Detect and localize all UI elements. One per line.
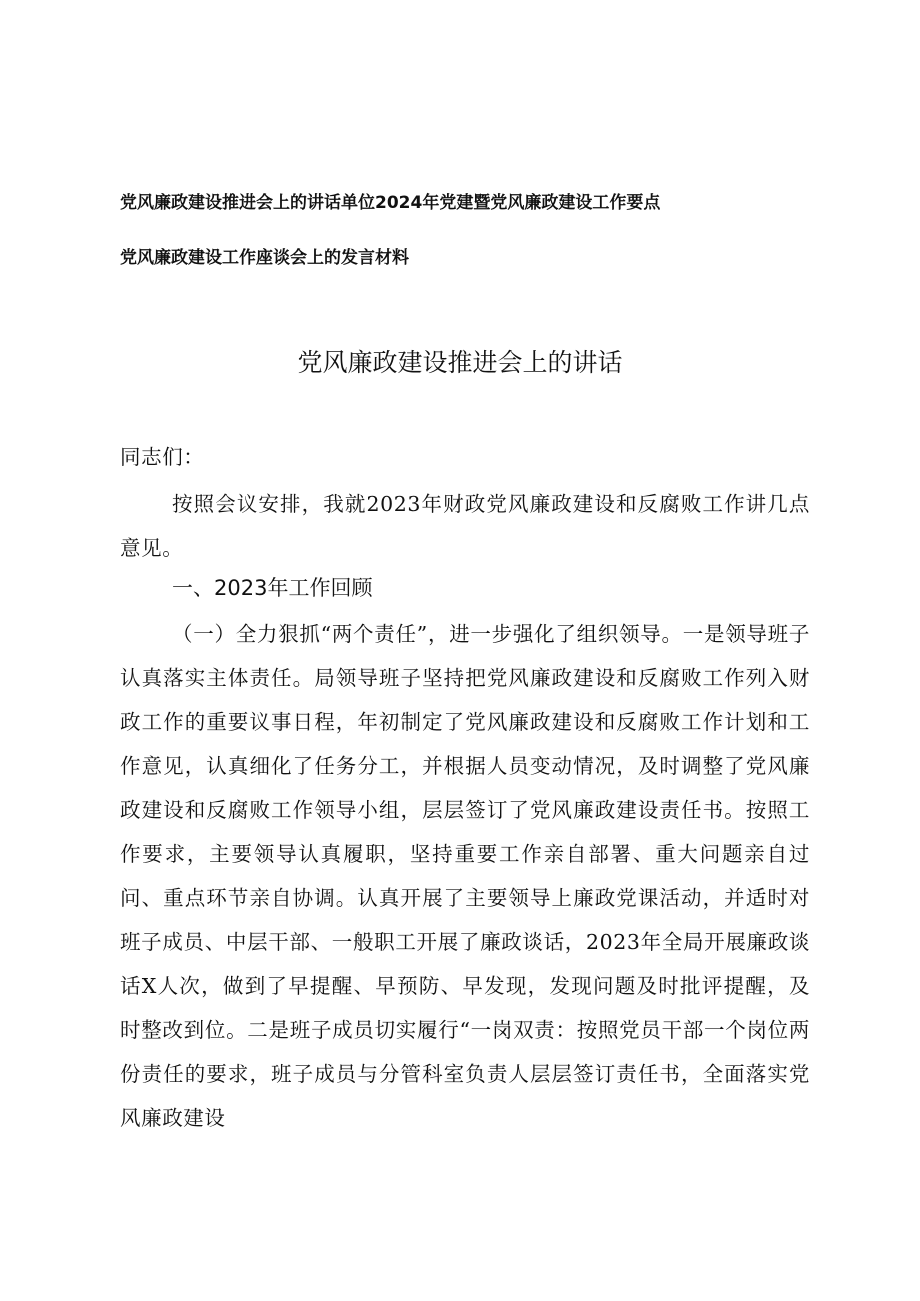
section-heading: 一、2023年工作回顾	[172, 576, 373, 600]
intro-paragraph: 按照会议安排，我就2023年财政党风廉政建设和反腐败工作讲几点意见。	[120, 492, 810, 560]
document-title: 党风廉政建设推进会上的讲话	[297, 348, 623, 377]
body-paragraph: （一）全力狠抓“两个责任”，进一步强化了组织领导。一是领导班子认真落实主体责任。局领导班子坚持把党风廉政建设和反腐败工作列入财政工作的重要议事日程，年初制定了党风廉政建设和反腐败工作计划和工作意见，认真细化了任务分工，并根据人员变动情况，及时调整了党风廉政建设和反腐败工作领导小组，层层签订了党风廉政建设责任书。按照工作要求，主要领导认真履职，坚持重要工作亲自部署、重大问题亲自过问、重点环节亲自协调。认真开展了主要领导上廉政党课活动，并适时对班子成员、中层干部、一般职工开展了廉政谈话，2023年全局开展廉政谈话X人次，做到了早提醒、早预防、早发现，发现问题及时批评提醒，及时整改到位。二是班子成员切实履行“一岗双责：按照党员干部一个岗位两份责任的要求，班子成员与分管科室负责人层层签订责任书，全面落实党风廉政建设	[120, 622, 810, 1130]
related-link-2[interactable]: 党风廉政建设工作座谈会上的发言材料	[120, 248, 409, 268]
related-link-1[interactable]: 党风廉政建设推进会上的讲话单位2024年党建暨党风廉政建设工作要点	[120, 193, 661, 213]
salutation: 同志们：	[120, 445, 205, 469]
